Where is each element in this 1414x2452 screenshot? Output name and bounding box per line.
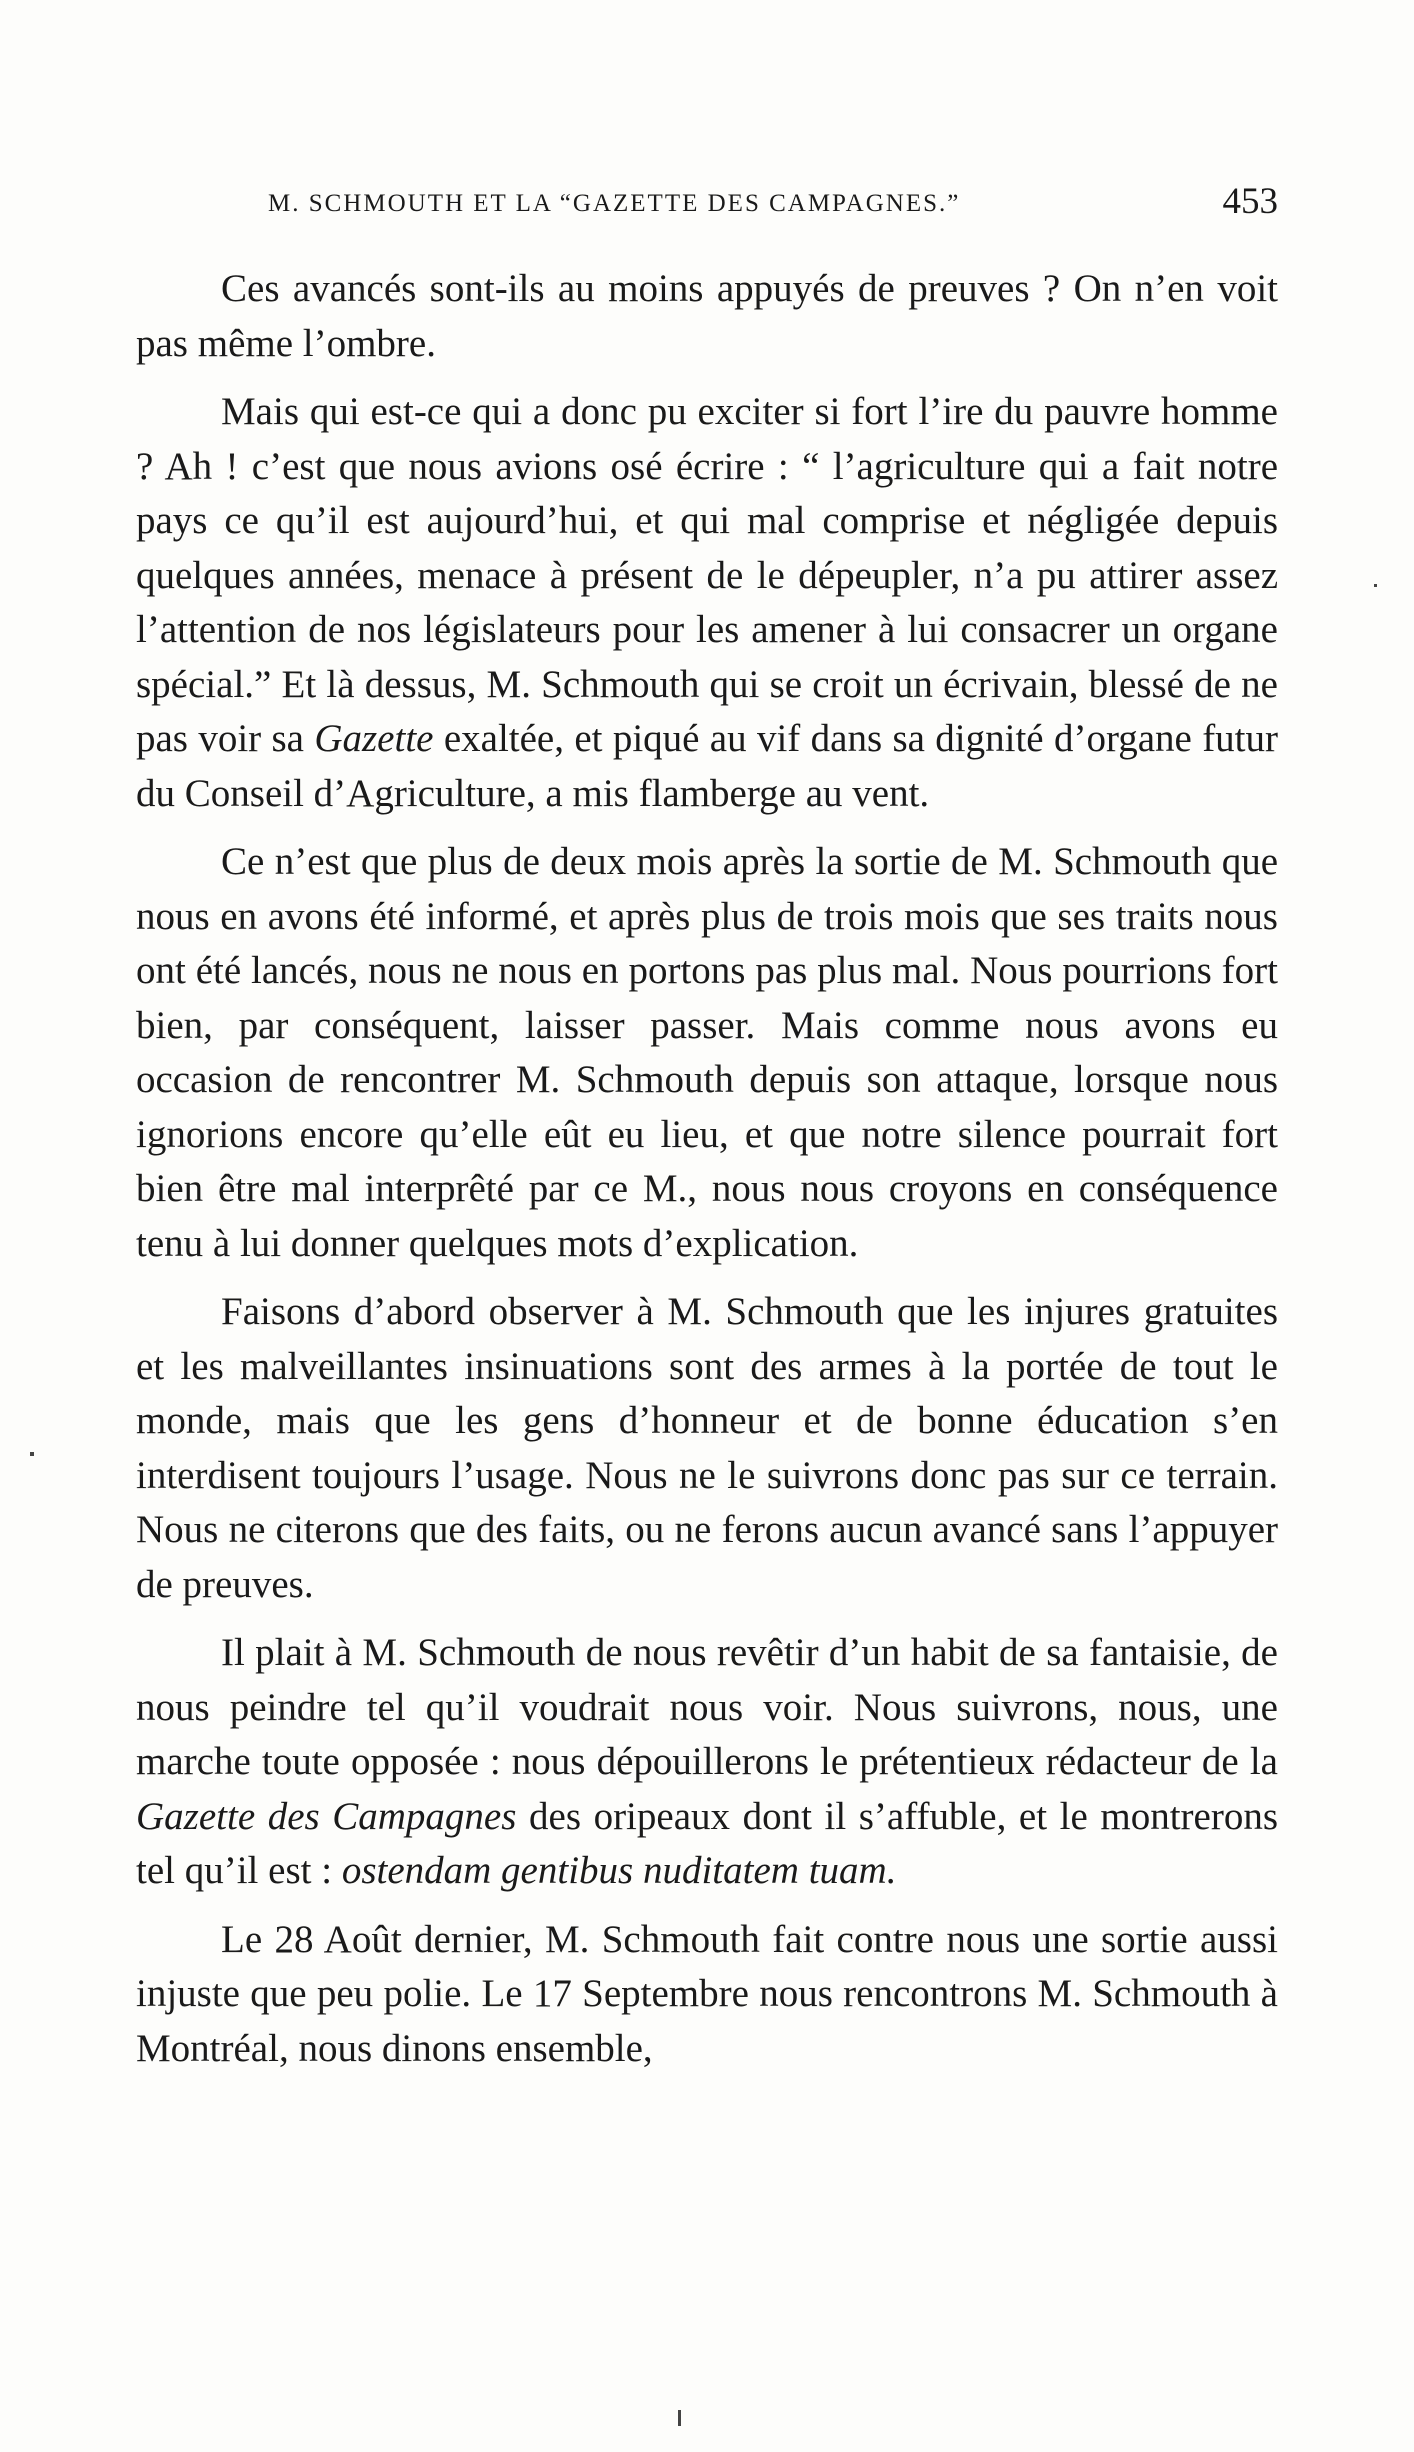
italic-title: Gazette des Campagnes <box>136 1794 517 1838</box>
running-head <box>268 180 1278 230</box>
italic-title: Gazette <box>314 717 434 760</box>
paragraph-text: Il plait à M. Schmouth de nous revêtir d’un habit de sa fantaisie, de nous peindre tel qu’il voudrait nous voir. Nous suivrons, nous, une marche toute opposée : nous dépouillerons le prétentieux rédacteur de la <box>136 1631 1278 1783</box>
scan-speck <box>1374 584 1377 587</box>
paragraph-text: des oripeaux dont il s’affuble, et le montrerons tel qu’il est : <box>136 1794 1278 1892</box>
paragraph <box>136 1913 1278 2077</box>
paragraph-text: Mais qui est-ce qui a donc pu exciter si fort l’ire du pauvre homme ? Ah ! c’est que nous avions osé écrire : “ l’agriculture qui a fait notre pays ce qu’il est aujourd’hui, et qui mal comprise et négligée depuis quelques années, menace à présent de le dépeupler, n’a pu attirer assez l’attention de nos législateurs pour les amener à lui consacrer un organe spécial.” Et là dessus, M. Schmouth qui se croit un écrivain, blessé de ne pas voir sa <box>136 390 1278 760</box>
italic-quote: ostendam gentibus nuditatem tuam. <box>341 1849 897 1892</box>
scan-speck <box>30 1452 34 1456</box>
paragraph <box>136 835 1278 1271</box>
paragraph-text: Ces avancés sont-ils au moins appuyés de preuves ? On n’en voit pas même l’ombre. <box>136 267 1278 365</box>
paragraph-text: exaltée, et piqué au vif dans sa dignité d’organe futur du Conseil d’Agriculture, a mis flamberge au vent. <box>136 717 1278 815</box>
paragraph <box>136 1285 1278 1612</box>
paragraph-text: Faisons d’abord observer à M. Schmouth que les injures gratuites et les malveillantes insinuations sont des armes à la portée de tout le monde, mais que les gens d’honneur et de bonne éducation s’en interdisent toujours l’usage. Nous ne le suivrons donc pas sur ce terrain. Nous ne citerons que des faits, ou ne ferons aucun avancé sans l’appuyer de preuves. <box>136 1290 1278 1606</box>
page-number: 453 <box>1222 181 1278 222</box>
running-title: M. SCHMOUTH ET LA “GAZETTE DES CAMPAGNES.” <box>268 190 961 217</box>
paragraph-text: Le 28 Août dernier, M. Schmouth fait contre nous une sortie aussi injuste que peu polie. Le 17 Septembre nous rencontrons M. Schmouth à Montréal, nous dinons ensemble, <box>136 1917 1278 2070</box>
paragraph <box>136 262 1278 371</box>
paragraph <box>136 1626 1278 1899</box>
body-text <box>136 262 1278 2076</box>
paragraph-text: Ce n’est que plus de deux mois après la sortie de M. Schmouth que nous en avons été informé, et après plus de trois mois que ses traits nous ont été lancés, nous ne nous en portons pas plus mal. Nous pourrions fort bien, par conséquent, laisser passer. Mais comme nous avons eu occasion de rencontrer M. Schmouth depuis son attaque, lorsque nous ignorions encore qu’elle eût eu lieu, et que notre silence pourrait fort bien être mal interprêté par ce M., nous nous croyons en conséquence tenu à lui donner quelques mots d’explication. <box>136 840 1278 1265</box>
paragraph <box>136 385 1278 821</box>
scan-speck <box>678 2410 681 2426</box>
